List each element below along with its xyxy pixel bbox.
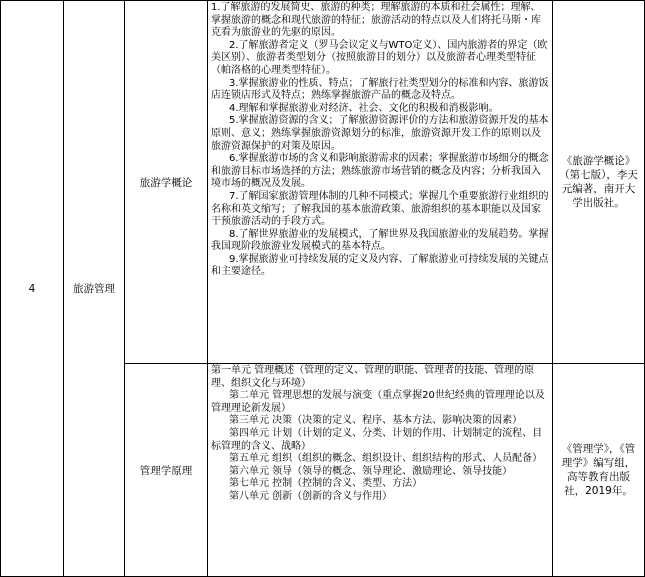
- content-paragraph: 第五单元 组织（组织的概念、组织设计、组织结构的形式、人员配备）: [229, 453, 543, 465]
- content-paragraph: 第一单元 管理概述（管理的定义、管理的职能、管理者的技能、管理的原理、组织文化与环境）: [211, 365, 535, 389]
- content-paragraph: 第三单元 决策（决策的定义、程序、基本方法、影响决策的因素）: [229, 415, 523, 427]
- content-paragraph: 第七单元 控制（控制的含义、类型、方法）: [229, 478, 423, 490]
- content-paragraph: 7.了解国家旅游管理体制的几种不同模式；掌握几个重要旅游行业组织的名称和英文缩写；了解我国的基本旅游政策、旅游组织的基本职能以及国家干预旅游活动的手段方式。: [211, 190, 549, 228]
- course-contents: [208, 364, 553, 577]
- content-paragraph: 1.了解旅游的发展简史、旅游的种类；理解旅游的本质和社会属性；理解、掌握旅游的概念和现代旅游的特征；旅游活动的特点以及人们将托马斯・库克看为旅游业的先驱的原因。: [211, 2, 541, 39]
- course-name: 旅游学概论: [125, 1, 208, 364]
- content-paragraph: 5.掌握旅游资源的含义；了解旅游资源评价的方法和旅游资源开发的基本原则、意义；熟练掌握旅游资源划分的标准，旅游资源开发工作的原则以及旅游资源保护的对策及原因。: [211, 115, 549, 152]
- content-paragraph: 第二单元 管理思想的发展与演变（重点掌握20世纪经典的管理理论以及管理理论新发展）: [211, 390, 545, 414]
- content-paragraph: 第六单元 领导（领导的概念、领导理论、激励理论、领导技能）: [229, 465, 513, 477]
- textbook-reference: 《管理学》，《管理学》编写组，高等教育出版社，2019年。: [553, 364, 645, 577]
- content-paragraph: 8.了解世界旅游业的发展模式，了解世界及我国旅游业的发展趋势。掌握我国现阶段旅游业发展模式的基本特点。: [211, 228, 549, 253]
- course-contents: [208, 1, 553, 364]
- course-name: 管理学原理: [125, 364, 208, 577]
- content-paragraph: 第八单元 创新（创新的含义与作用）: [229, 490, 393, 502]
- content-paragraph: 9.掌握旅游业可持续发展的定义及内容、了解旅游业可持续发展的关键点和主要途径。: [211, 253, 549, 278]
- content-paragraph: 4.理解和掌握旅游业对经济、社会、文化的积极和消极影响。: [229, 102, 499, 114]
- table-row: [1, 1, 645, 364]
- content-paragraph: 3.掌握旅游业的性质、特点；了解旅行社类型划分的标准和内容、旅游饭店连锁店形式及特点；熟练掌握旅游产品的概念及特点。: [211, 77, 549, 102]
- content-paragraph: 2.了解旅游者定义（罗马会议定义与WTO定义）、国内旅游者的界定（欧美区别）、旅游者类型划分（按照旅游目的划分）以及旅游者心理类型特征（帕洛格的心理类型特征）。: [211, 39, 548, 76]
- field-name: 旅游管理: [64, 1, 125, 577]
- textbook-reference: 《旅游学概论》（第七版），李天元编著，南开大学出版社。: [553, 1, 645, 364]
- content-paragraph: 6.掌握旅游市场的含义和影响旅游需求的因素；掌握旅游市场细分的概念和旅游目标市场选择的方法；熟练旅游市场营销的概念及内容；分析我国入境市场的概况及发展。: [211, 153, 549, 190]
- content-paragraph: 第四单元 计划（计划的定义、分类、计划的作用、计划制定的流程、目标管理的含义、战略）: [211, 427, 543, 452]
- row-number: 4: [1, 1, 64, 577]
